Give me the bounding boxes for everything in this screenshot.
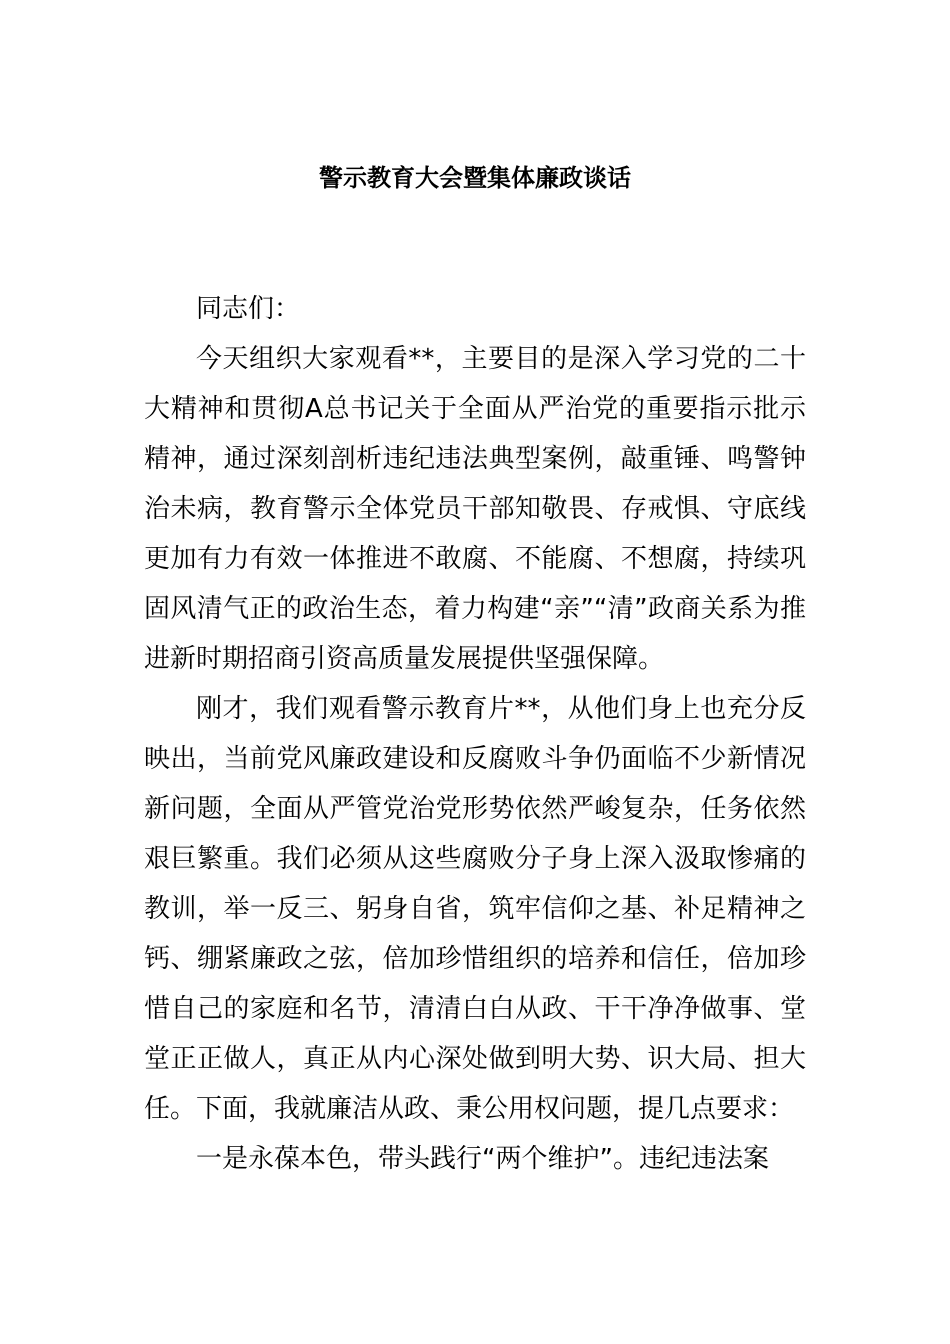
- document-title: 警示教育大会暨集体廉政谈话: [319, 164, 631, 192]
- paragraph-intro: 今天组织大家观看**，主要目的是深入学习党的二十大精神和贯彻A总书记关于全面从严治党的重要指示批示精神，通过深刻剖析违纪违法典型案例，敲重锤、鸣警钟治未病，教育警示全体党员干部知敬畏、存戒惧、守底线更加有力有效一体推进不敢腐、不能腐、不想腐，持续巩固风清气正的政治生态，着力构建“亲”“清”政商关系为推进新时期招商引资高质量发展提供坚强保障。: [144, 344, 806, 674]
- salutation: 同志们：: [196, 294, 301, 324]
- paragraph-review: 刚才，我们观看警示教育片**，从他们身上也充分反映出，当前党风廉政建设和反腐败斗争仍面临不少新情况新问题，全面从严管党治党形势依然严峻复杂，任务依然艰巨繁重。我们必须从这些腐败分子身上深入汲取惨痛的教训，举一反三、躬身自省，筑牢信仰之基、补足精神之钙、绷紧廉政之弦，倍加珍惜组织的培养和信任，倍加珍惜自己的家庭和名节，清清白白从政、干干净净做事、堂堂正正做人，真正从内心深处做到明大势、识大局、担大任。下面，我就廉洁从政、秉公用权问题，提几点要求：: [144, 694, 806, 1124]
- document-body: [144, 284, 806, 1184]
- paragraph-point-one: 一是永葆本色，带头践行“两个维护”。违纪违法案: [196, 1144, 769, 1174]
